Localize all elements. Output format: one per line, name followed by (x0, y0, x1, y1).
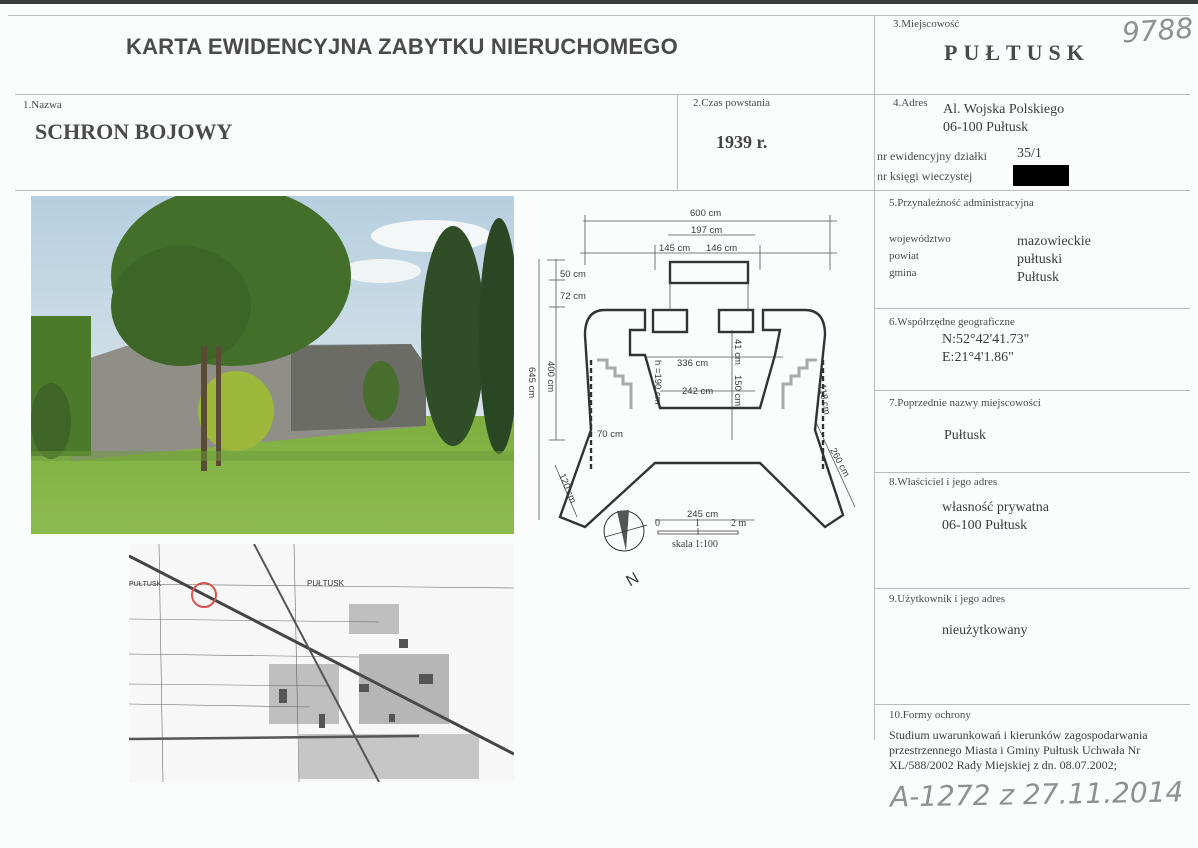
map-label-west: PUŁTUSK (129, 581, 162, 588)
dim-336: 336 cm (677, 358, 709, 369)
rule-sec8 (874, 472, 1190, 473)
dim-242: 242 cm (682, 386, 714, 397)
powiat-key: powiat (889, 250, 919, 262)
poprzednie-label: 7.Poprzednie nazwy miejscowości (889, 397, 1041, 409)
rule-sec7 (874, 390, 1190, 391)
wlasciciel-line1: własność prywatna (942, 500, 1049, 515)
scale-bar (655, 518, 747, 550)
scale-1: 1 (695, 518, 700, 529)
wlasciciel-label: 8.Właściciel i jego adres (889, 476, 998, 488)
uzytkownik-value: nieużytkowany (942, 623, 1028, 638)
bunker-floor-plan (525, 195, 870, 595)
dim-120: 120 cm (556, 472, 579, 506)
dim-145: 145 cm (659, 243, 691, 254)
north-arrow-icon (604, 510, 647, 551)
handwritten-number: 9788 (1120, 11, 1195, 50)
rule-top (8, 15, 1190, 16)
dim-150: 150 cm (732, 375, 743, 407)
dim-600: 600 cm (690, 208, 722, 219)
dim-146: 146 cm (706, 243, 738, 254)
divider-right-column (874, 15, 875, 740)
wlasciciel-line2: 06-100 Pułtusk (942, 518, 1028, 533)
dim-h190: h =190 cm (652, 360, 663, 405)
dim-260: 260 cm (827, 446, 852, 479)
przynaleznosc-label: 5.Przynależność administracyjna (889, 197, 1034, 209)
scale-2: 2 m (731, 518, 747, 529)
location-map (129, 544, 514, 782)
gmina-key: gmina (889, 267, 917, 279)
wspolrzedne-n: N:52°42'41.73" (942, 332, 1030, 347)
poprzednie-value: Pułtusk (944, 428, 987, 443)
ksiega-redacted (1013, 165, 1069, 186)
czas-value: 1939 r. (716, 132, 768, 152)
adres-line1: Al. Wojska Polskiego (943, 102, 1065, 117)
powiat-value: pułtuski (1017, 252, 1063, 267)
dim-645: 645 cm (526, 367, 537, 399)
nazwa-label: 1.Nazwa (23, 99, 62, 111)
divider-czas (677, 94, 678, 190)
dim-50: 50 cm (560, 269, 586, 280)
document-title: KARTA EWIDENCYJNA ZABYTKU NIERUCHOMEGO (126, 34, 678, 59)
gmina-value: Pułtusk (1017, 270, 1060, 285)
rule-sec10 (874, 704, 1190, 705)
north-label: N (623, 569, 642, 591)
adres-label: 4.Adres (893, 97, 928, 109)
dim-72: 72 cm (560, 291, 586, 302)
dzialka-value: 35/1 (1017, 146, 1042, 161)
adres-line2: 06-100 Pułtusk (943, 120, 1029, 135)
scale-label: skala 1:100 (672, 539, 718, 550)
dim-197: 197 cm (691, 225, 723, 236)
dim-41: 41 cm (732, 339, 743, 365)
photo-illustration (31, 196, 514, 534)
dim-70: 70 cm (597, 429, 623, 440)
uzytkownik-label: 9.Użytkownik i jego adres (889, 593, 1006, 605)
rule-sec9 (874, 588, 1190, 589)
nazwa-value: SCHRON BOJOWY (35, 119, 233, 144)
rule-sec6 (874, 308, 1190, 309)
map-illustration (129, 544, 514, 782)
rule-header (15, 94, 1190, 95)
scan-top-edge (0, 0, 1198, 4)
wspolrzedne-e: E:21°4'1.86" (942, 350, 1014, 365)
dim-400: 400 cm (545, 361, 556, 393)
map-label-center: PUŁTUSK (307, 579, 344, 588)
wojewodztwo-key: województwo (889, 233, 951, 245)
dim-118: 118 cm (816, 383, 833, 416)
bunker-photo (31, 196, 514, 534)
dzialka-label: nr ewidencyjny działki (877, 149, 987, 163)
floor-plan-drawing (525, 195, 870, 595)
rule-name (15, 190, 1190, 191)
formy-ochrony-label: 10.Formy ochrony (889, 709, 971, 721)
dim-245: 245 cm (687, 509, 719, 520)
czas-label: 2.Czas powstania (693, 97, 770, 109)
scale-0: 0 (655, 518, 660, 529)
wojewodztwo-value: mazowieckie (1017, 234, 1091, 249)
formy-ochrony-value: Studium uwarunkowań i kierunków zagospodarwania przestrzennego Miasta i Gminy Pułtusk Uchwała Nr XL/588/2002 Rady Miejskiej z dn. 08.07.2002; (889, 728, 1148, 772)
miejscowosc-label: 3.Miejscowość (893, 18, 960, 30)
miejscowosc-value: PUŁTUSK (944, 40, 1090, 65)
ksiega-label: nr księgi wieczystej (877, 169, 973, 183)
wspolrzedne-label: 6.Współrzędne geograficzne (889, 316, 1015, 328)
handwritten-footer: A-1272 z 27.11.2014 (889, 775, 1184, 814)
